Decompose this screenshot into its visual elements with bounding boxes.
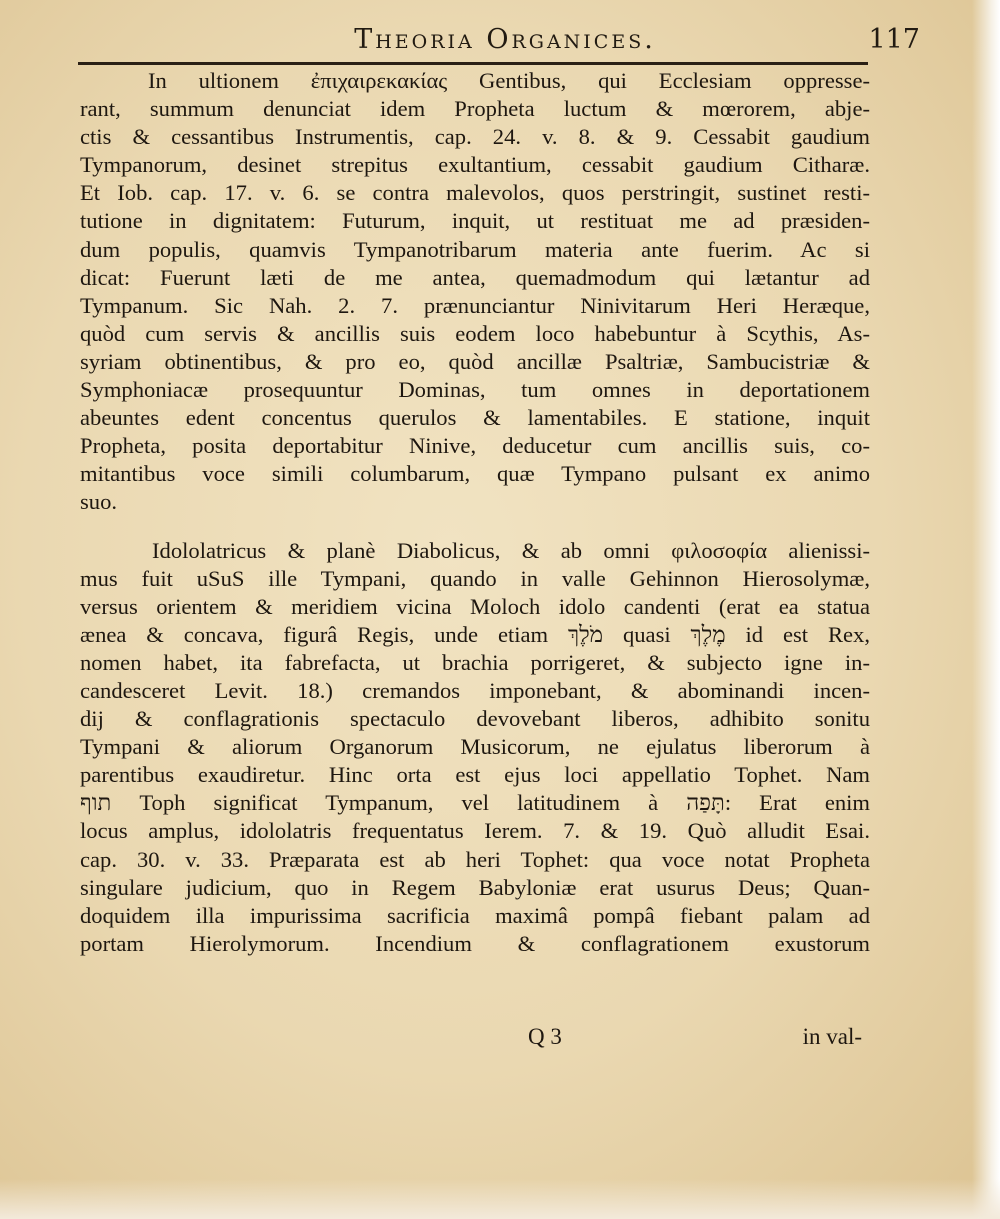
paragraph-gap	[80, 517, 870, 537]
page-edge	[972, 0, 1000, 1219]
running-head: Theoria Organices.	[354, 24, 656, 55]
text-line: Propheta, posita deportabitur Ninive, deducetur cum ancillis suis, co-	[80, 433, 870, 459]
text-line: Tympanum. Sic Nah. 2. 7. prænunciantur Ninivitarum Heri Heræque,	[80, 292, 870, 318]
text-line: In ultionem ἐπιχαιρεκακίας Gentibus, qui Ecclesiam oppresse-	[148, 68, 870, 93]
text-line: mus fuit uSuS ille Tympani, quando in valle Gehinnon Hierosolymæ,	[80, 565, 870, 591]
text-line: ænea & concava, figurâ Regis, unde etiam מֹלֶךְ quasi מֶלֶךְ id est Rex,	[80, 621, 870, 647]
text-line: dij & conflagrationis spectaculo devovebant liberos, adhibito sonitu	[80, 706, 870, 732]
text-line: quòd cum servis & ancillis suis eodem loco habebuntur à Scythis, As-	[80, 320, 870, 346]
text-line: Et Iob. cap. 17. v. 6. se contra malevolos, quos perstringit, sustinet resti-	[80, 180, 870, 206]
signature-mark: Q 3	[528, 1024, 562, 1049]
header-rule	[78, 62, 868, 65]
page-footer	[80, 1024, 870, 1054]
page-number: 117	[868, 24, 920, 55]
text-line: Idololatricus & planè Diabolicus, & ab omni φιλοσοφία alienissi-	[152, 537, 870, 563]
text-line: mitantibus voce simili columbarum, quæ Tympano pulsant ex animo	[80, 461, 870, 487]
text-line: portam Hierolymorum. Incendium & conflagrationem exustorum	[80, 930, 870, 956]
text-line: doquidem illa impurissima sacrificia maximâ pompâ fiebant palam ad	[80, 902, 870, 928]
text-line: rant, summum denunciat idem Propheta luctum & mœrorem, abje-	[80, 96, 870, 122]
text-line: versus orientem & meridiem vicina Moloch idolo candenti (erat ea statua	[80, 593, 870, 619]
catchword: in val-	[802, 1024, 862, 1049]
body-text	[80, 67, 870, 958]
page-header	[90, 14, 920, 64]
text-line: cap. 30. v. 33. Præparata est ab heri Tophet: qua voce notat Propheta	[80, 846, 870, 872]
text-line: Tympani & aliorum Organorum Musicorum, ne ejulatus liberorum à	[80, 734, 870, 760]
text-line: parentibus exaudiretur. Hinc orta est ejus loci appellatio Tophet. Nam	[80, 762, 870, 788]
text-line: suo.	[80, 489, 118, 515]
text-line: singulare judicium, quo in Regem Babyloniæ erat usurus Deus; Quan-	[80, 874, 870, 900]
text-line: syriam obtinentibus, & pro eo, quòd ancillæ Psaltriæ, Sambucistriæ &	[80, 348, 870, 374]
text-line: Tympanorum, desinet strepitus exultantium, cessabit gaudium Citharæ.	[80, 152, 870, 178]
text-line: dicat: Fuerunt læti de me antea, quemadmodum qui lætantur ad	[80, 264, 870, 290]
text-line: tutione in dignitatem: Futurum, inquit, ut restituat me ad præsiden-	[80, 208, 870, 234]
text-line: תוף Toph significat Tympanum, vel latitudinem à תָּפַה: Erat enim	[80, 790, 870, 816]
text-line: candesceret Levit. 18.) cremandos imponebant, & abominandi incen-	[80, 677, 870, 703]
text-line: Symphoniacæ prosequuntur Dominas, tum omnes in deportationem	[80, 377, 870, 403]
text-line: abeuntes edent concentus querulos & lamentabiles. E statione, inquit	[80, 405, 870, 431]
text-line: ctis & cessantibus Instrumentis, cap. 24. v. 8. & 9. Cessabit gaudium	[80, 124, 870, 150]
page-bottom-edge	[0, 1179, 1000, 1219]
text-line: nomen habet, ita fabrefacta, ut brachia porrigeret, & subjecto igne in-	[80, 649, 870, 675]
text-line: dum populis, quamvis Tympanotribarum materia ante fuerim. Ac si	[80, 236, 870, 262]
text-line: locus amplus, idololatris frequentatus Ierem. 7. & 19. Quò alludit Esai.	[80, 818, 870, 844]
